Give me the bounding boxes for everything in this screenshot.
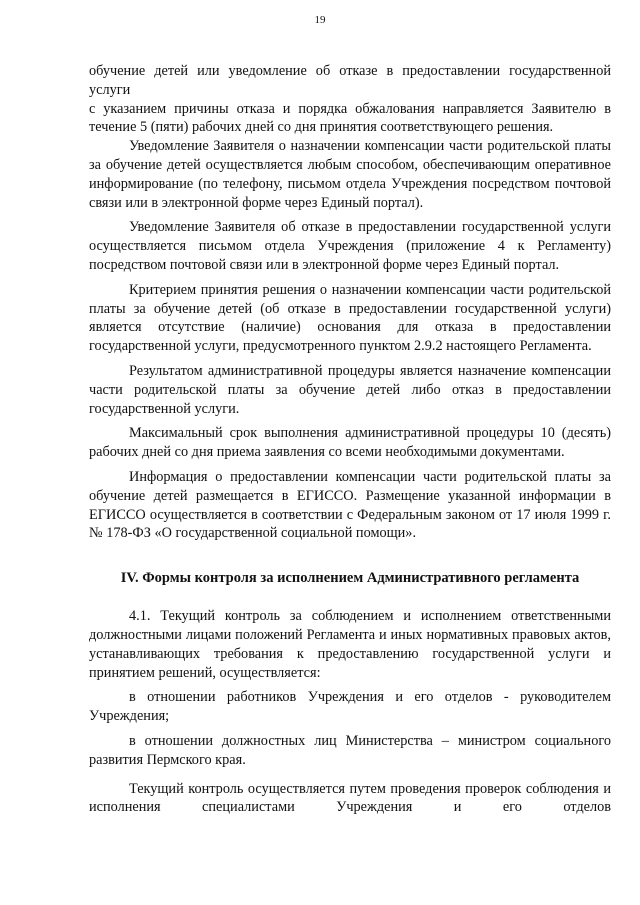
paragraph: с указанием причины отказа и порядка обжалования направляется Заявителю в течение 5 (пяти) рабочих дней со дня принятия соответствующего решения. [89,100,611,136]
paragraph: в отношении должностных лиц Министерства – министром социального развития Пермского края. [89,732,611,768]
paragraph: Информация о предоставлении компенсации части родительской платы за обучение детей размещается в ЕГИССО. Размещение указанной информации в ЕГИССО осуществляется в соответствии с Федеральным законом от 17 июля 1999 г. № 178-ФЗ «О государственной социальной помощи». [89,468,611,542]
paragraph: Критерием принятия решения о назначении компенсации части родительской платы за обучение детей (об отказе в предоставлении государственной услуги) является отсутствие (наличие) основания для отказа в предоставлении государственной услуги, предусмотренного пунктом 2.9.2 настоящего Регламента. [89,281,611,355]
paragraph: Уведомление Заявителя о назначении компенсации части родительской платы за обучение детей осуществляется любым способом, обеспечивающим оперативное информирование (по телефону, письмом отдела Учреждения посредством почтовой связи или в электронной форме через Единый портал). [89,138,611,211]
paragraph: в отношении работников Учреждения и его отделов - руководителем Учреждения; [89,689,611,725]
page-number: 19 [314,14,326,26]
paragraph: 4.1. Текущий контроль за соблюдением и исполнением ответственными должностными лицами положений Регламента и иных нормативных правовых актов, устанавливающих требования к предоставлению государственной услуги и принятием решений, осуществляется: [89,608,611,681]
paragraph: Максимальный срок выполнения административной процедуры 10 (десять) рабочих дней со дня приема заявления со всеми необходимыми документами. [89,425,611,461]
section-heading: IV. Формы контроля за исполнением Административного регламента [120,570,580,587]
document-body [89,62,611,817]
paragraph: Текущий контроль осуществляется путем проведения проверок соблюдения и исполнения специалистами Учреждения и его отделов [89,780,611,816]
paragraph: Уведомление Заявителя об отказе в предоставлении государственной услуги осуществляется письмом отдела Учреждения (приложение 4 к Регламенту) посредством почтовой связи или в электронной форме через Единый портал. [89,219,611,273]
paragraph: обучение детей или уведомление об отказе в предоставлении государственной услуги [89,63,611,98]
paragraph: Результатом административной процедуры является назначение компенсации части родительской платы за обучение детей либо отказ в предоставлении государственной услуги. [89,362,611,417]
